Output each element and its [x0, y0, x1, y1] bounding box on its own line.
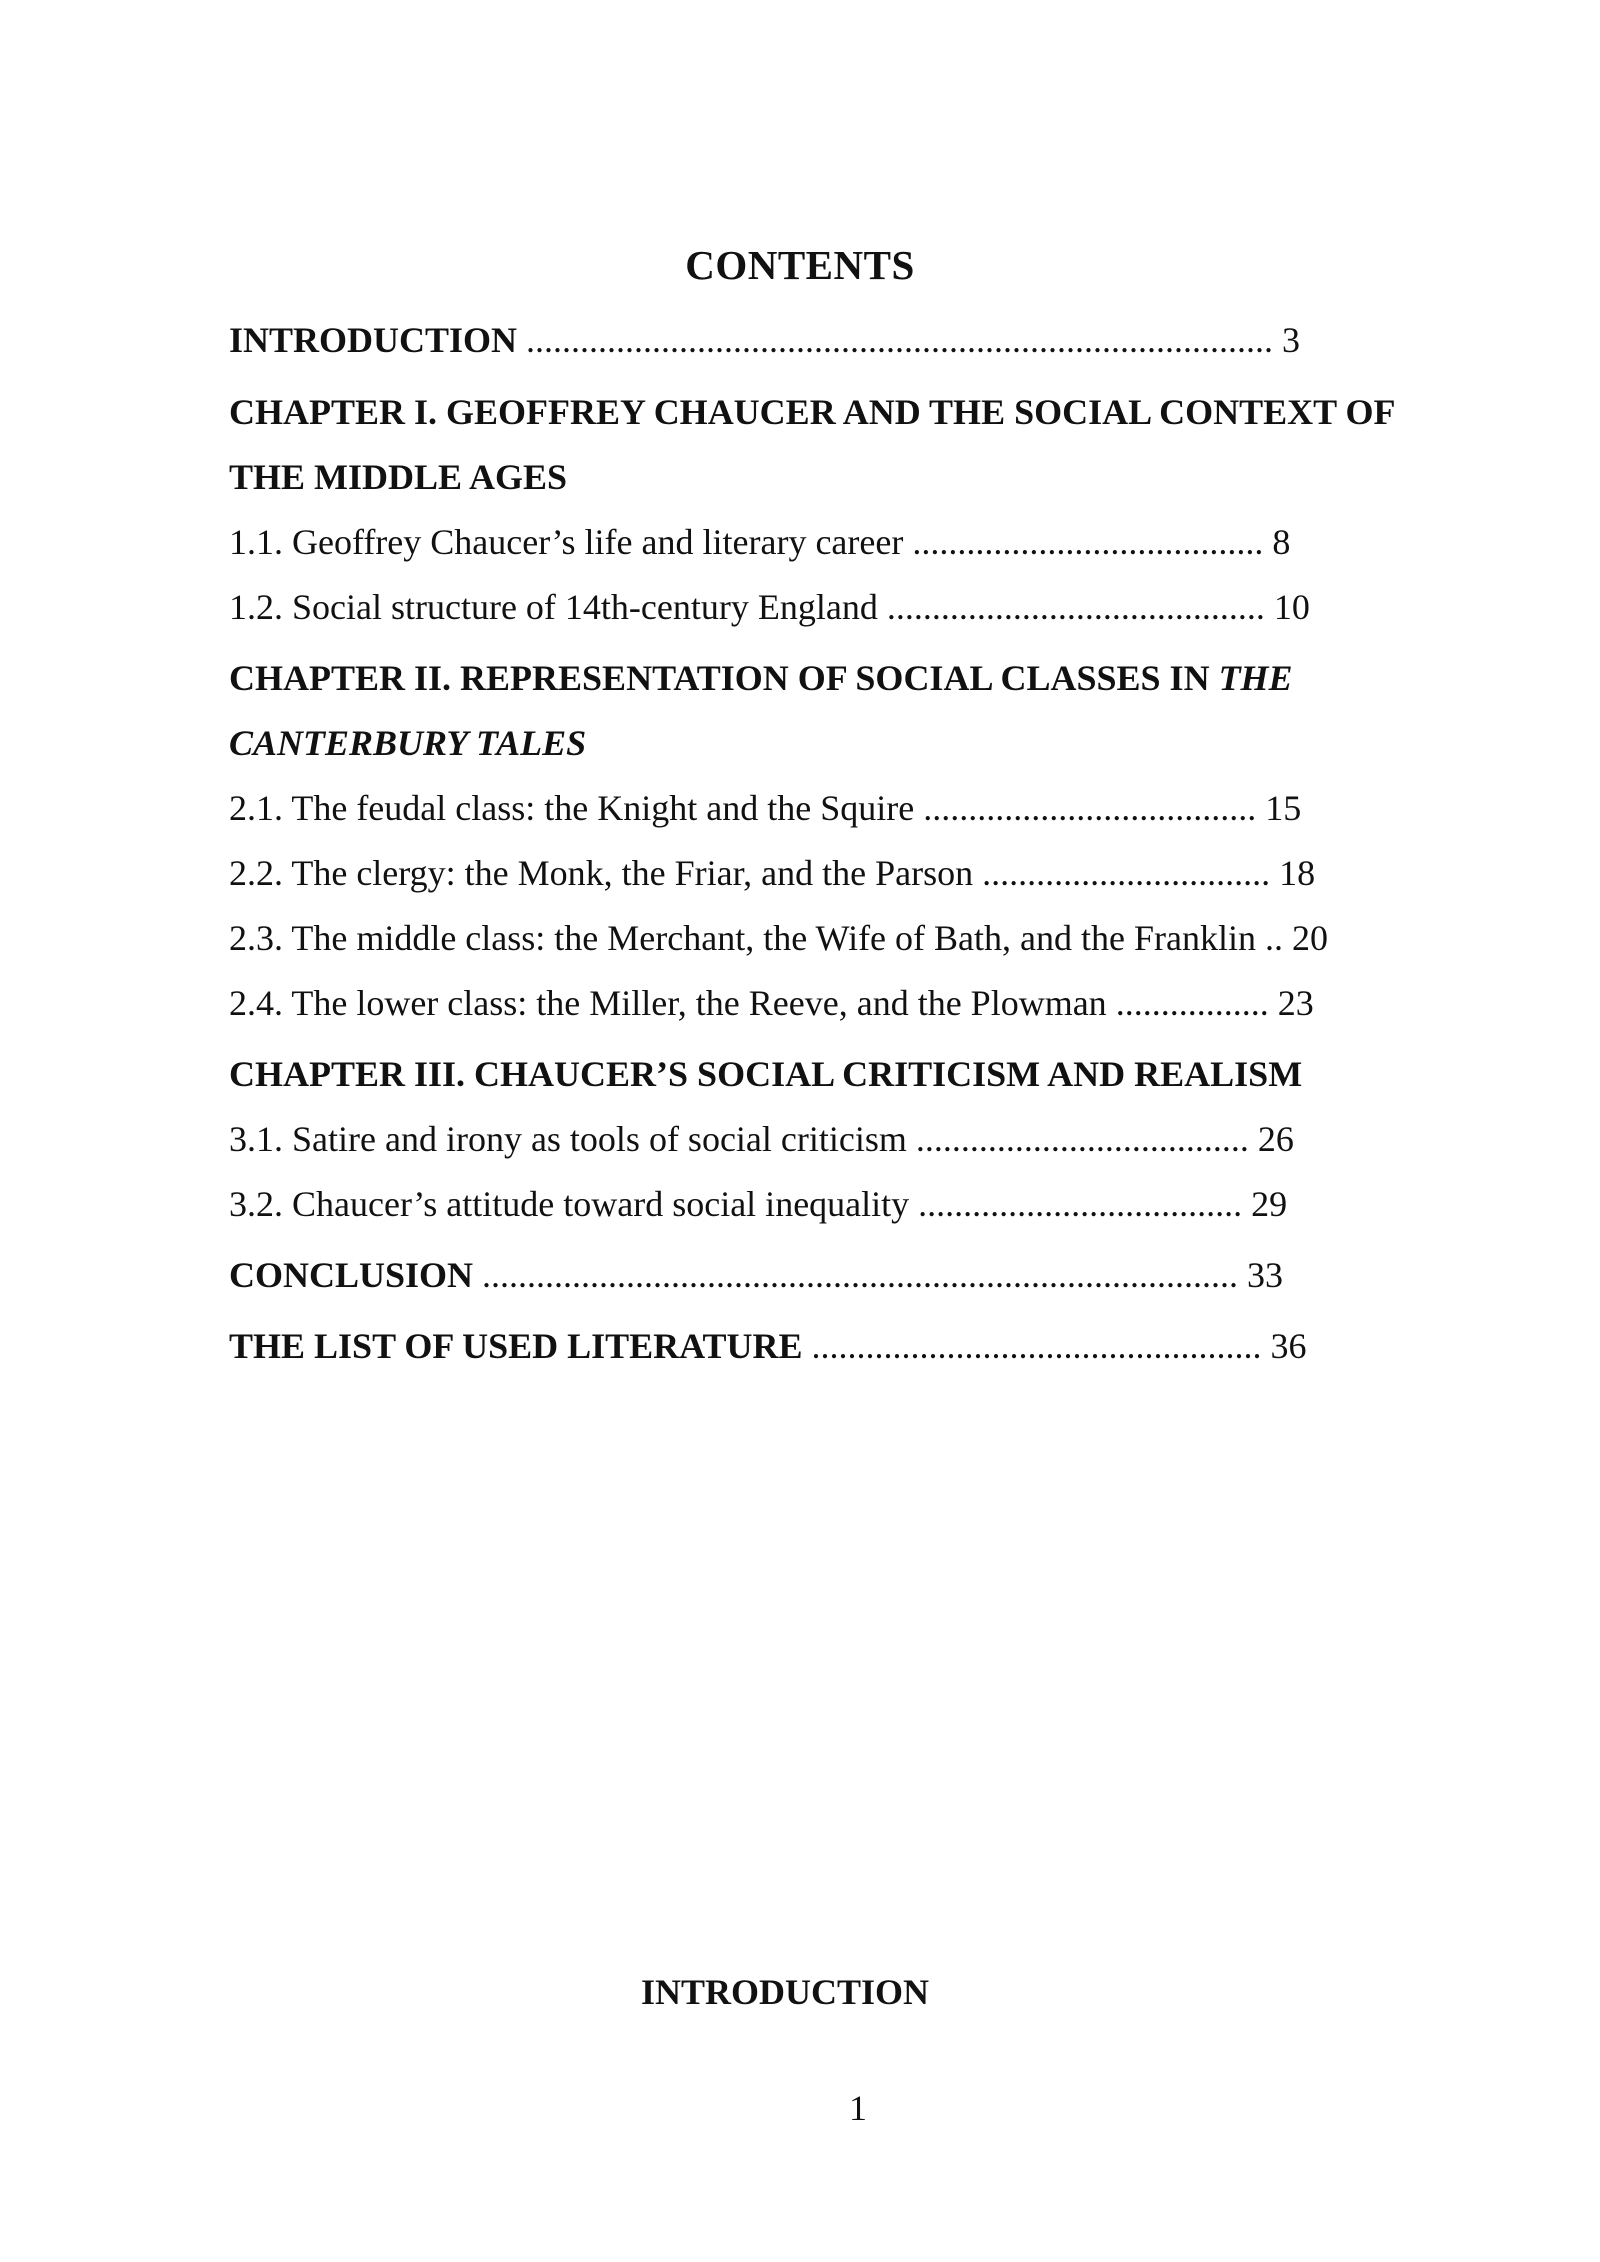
toc-page-number: 15	[1256, 788, 1302, 828]
toc-leader-dots: ................................	[973, 853, 1271, 893]
toc-leader-dots: ...................................................................................	[517, 320, 1274, 360]
toc-leader-dots: .....................................	[906, 1119, 1249, 1159]
toc-leader-dots: .................	[1106, 983, 1269, 1023]
toc-leader-dots: ..................................................	[802, 1326, 1262, 1366]
toc-entry-text: 2.3. The middle class: the Merchant, the Wife of Bath, and the Franklin	[229, 918, 1256, 958]
toc-entry-introduction	[229, 318, 1300, 362]
page-number: 1	[849, 2088, 867, 2128]
toc-entry-label: THE LIST OF USED LITERATURE	[229, 1326, 803, 1366]
toc-entry-text: 1.2. Social structure of 14th-century England	[229, 587, 878, 627]
toc-page-number: 3	[1273, 320, 1301, 360]
toc-entry-text: 2.2. The clergy: the Monk, the Friar, and the Parson	[229, 853, 974, 893]
toc-leader-dots: ....................................	[909, 1184, 1243, 1224]
toc-leader-dots: ..........................................	[877, 587, 1265, 627]
toc-entry-text: 3.2. Chaucer’s attitude toward social inequality	[229, 1184, 910, 1224]
toc-entry-label: INTRODUCTION	[229, 320, 518, 360]
toc-page-number: 8	[1263, 522, 1291, 562]
toc-entry-2-2	[229, 851, 1315, 895]
toc-leader-dots: ..	[1255, 918, 1283, 958]
toc-entry-2-1	[229, 786, 1301, 830]
toc-entry-text: 2.1. The feudal class: the Knight and the Squire	[229, 788, 915, 828]
toc-entry-text: 3.1. Satire and irony as tools of social criticism	[229, 1119, 907, 1159]
contents-title: CONTENTS	[685, 242, 915, 288]
toc-page-number: 26	[1248, 1119, 1294, 1159]
toc-entry-text: 2.4. The lower class: the Miller, the Reeve, and the Plowman	[229, 983, 1107, 1023]
toc-chapter-1-heading-line-1: CHAPTER I. GEOFFREY CHAUCER AND THE SOCIAL CONTEXT OF	[229, 392, 1396, 432]
toc-page-number: 36	[1261, 1326, 1307, 1366]
toc-entry-2-4	[229, 981, 1314, 1025]
toc-entry-text: 1.1. Geoffrey Chaucer’s life and literary career	[229, 522, 904, 562]
toc-chapter-2-heading-italic: THE	[1218, 658, 1293, 698]
toc-entry-conclusion	[229, 1253, 1283, 1297]
toc-entry-3-1	[229, 1117, 1294, 1161]
toc-chapter-2-heading-text: CHAPTER II. REPRESENTATION OF SOCIAL CLASSES IN	[229, 658, 1219, 698]
toc-page-number: 18	[1270, 853, 1316, 893]
toc-leader-dots: .....................................	[914, 788, 1257, 828]
toc-entry-1-2	[229, 585, 1310, 629]
toc-chapter-1-heading-line-2: THE MIDDLE AGES	[229, 457, 568, 497]
toc-chapter-2-heading-line-2: CANTERBURY TALES	[229, 723, 587, 763]
toc-page-number: 23	[1268, 983, 1314, 1023]
toc-leader-dots: ....................................................................................	[473, 1255, 1239, 1295]
toc-entry-3-2	[229, 1182, 1287, 1226]
toc-page-number: 33	[1238, 1255, 1284, 1295]
toc-page-number: 29	[1242, 1184, 1288, 1224]
toc-chapter-3-heading: CHAPTER III. CHAUCER’S SOCIAL CRITICISM AND REALISM	[229, 1054, 1303, 1094]
toc-leader-dots: .......................................	[903, 522, 1264, 562]
toc-page-number: 10	[1264, 587, 1310, 627]
toc-entry-2-3	[229, 916, 1328, 960]
toc-entry-label: CONCLUSION	[229, 1255, 474, 1295]
toc-chapter-2-heading-line-1	[229, 656, 1293, 700]
toc-page-number: 20	[1282, 918, 1328, 958]
introduction-heading: INTRODUCTION	[640, 1972, 930, 2012]
toc-entry-1-1	[229, 520, 1290, 564]
toc-entry-literature	[229, 1324, 1307, 1368]
